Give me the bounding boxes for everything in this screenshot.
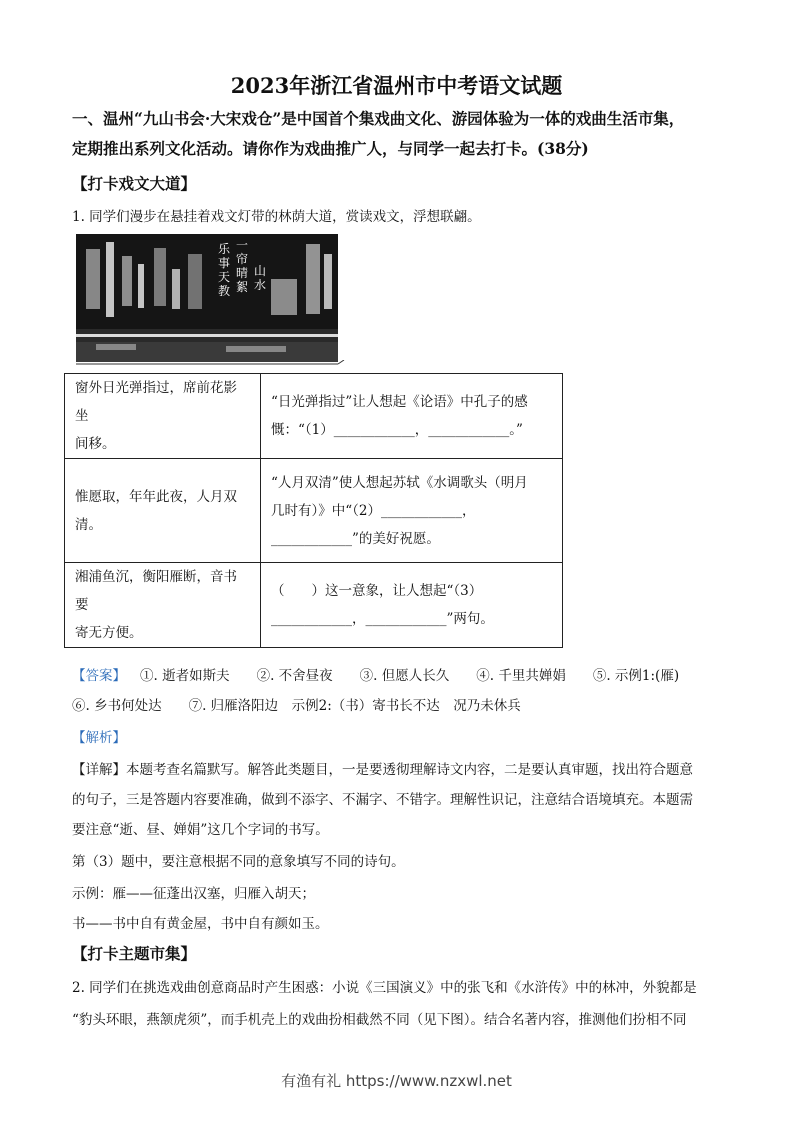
detail-line: 第（3）题中，要注意根据不同的意象填写不同的诗句。 [72,854,405,870]
detail-line: 要注意“逝、昼、婵娟”这几个字词的书写。 [72,822,329,838]
analysis-tag: 【解析】 [72,730,126,746]
verse-line: 窗外日光弹指过，席前花影坐 [75,380,237,424]
table-cell-verse [65,374,261,459]
table-row [65,374,563,459]
section-intro-line2: 定期推出系列文化活动。请你作为戏曲推广人，与同学一起去打卡。(38分) [72,139,589,158]
table-cell-verse [65,563,261,648]
verse-line: 惟愿取，年年此夜，人月双清。 [75,488,237,533]
prompt-line: ____________，____________”两句。 [271,611,494,627]
answer-tag: 【答案】 [72,668,126,684]
prompt-line: “人月双清”使人想起苏轼《水调歌头（明月 [271,474,528,491]
answer-line-1 [72,664,679,684]
detail-line: 示例：雁——征蓬出汉塞，归雁入胡天； [72,886,315,902]
question-2-line: “豹头环眼，燕颔虎须”，而手机壳上的戏曲扮相截然不同（见下图）。结合名著内容，推测他们扮相不同 [72,1012,687,1028]
verse-line: 湘浦鱼沉，衡阳雁断，音书要 [75,569,237,613]
prompt-line: 慨：“（1）____________，____________。” [271,422,523,438]
table-cell-verse [65,459,261,563]
heading-opera-avenue: 【打卡戏文大道】 [72,174,197,193]
answer-text-1: ①. 逝者如斯夫 ②. 不舍昼夜 ③. 但愿人长久 ④. 千里共婵娟 ⑤. 示例1:(雁) [140,668,680,684]
heading-theme-market: 【打卡主题市集】 [72,944,197,963]
prompt-line: “日光弹指过”让人想起《论语》中孔子的感 [271,394,528,410]
detail-line: 书——书中自有黄金屋，书中自有颜如玉。 [72,916,329,932]
verse-line: 间移。 [75,436,116,452]
photo-sign-c: 山水 [254,264,267,292]
photo-sign-a: 乐事天教 [218,242,231,298]
answer-line-2: ⑥. 乡书何处达 ⑦. 归雁洛阳边 示例2:（书）寄书长不达 况乃未休兵 [72,698,521,714]
verse-line: 寄无方便。 [75,625,143,641]
photo-sign-b: 一帘晴絮 [236,238,249,294]
prompt-line: （ ）这一意象，让人想起“（3） [271,583,483,599]
question-2-line: 2. 同学们在挑选戏曲创意商品时产生困惑：小说《三国演义》中的张飞和《水浒传》中的林冲，外貌都是 [72,980,697,996]
question-1-text: 1. 同学们漫步在悬挂着戏文灯带的林荫大道，赏读戏文，浮想联翩。 [72,209,481,225]
footer-watermark: 有渔有礼 https://www.nzxwl.net [281,1072,512,1090]
poem-table [64,373,563,648]
table-cell-prompt [261,563,563,648]
table-row [65,459,563,563]
table-cell-prompt [261,459,563,563]
street-photo-illustration [76,234,338,362]
section-intro-line1: 一、温州“九山书会·大宋戏仓”是中国首个集戏曲文化、游园体验为一体的戏曲生活市集， [72,109,685,128]
detail-line: 的句子，三是答题内容要准确，做到不添字、不漏字、不错字。理解性识记，注意结合语境填充。本题需 [72,792,693,808]
detail-line: 【详解】本题考查名篇默写。解答此类题目，一是要透彻理解诗文内容，二是要认真审题，找出符合题意 [72,762,693,778]
table-cell-prompt [261,374,563,459]
table-row [65,563,563,648]
lantern-street-photo [76,234,338,362]
prompt-line: ____________”的美好祝愿。 [271,530,440,547]
page-title: 2023年浙江省温州市中考语文试题 [230,73,563,98]
prompt-line: 几时有）》中“（2）____________， [271,502,476,519]
photo-underline-shape [76,360,346,368]
